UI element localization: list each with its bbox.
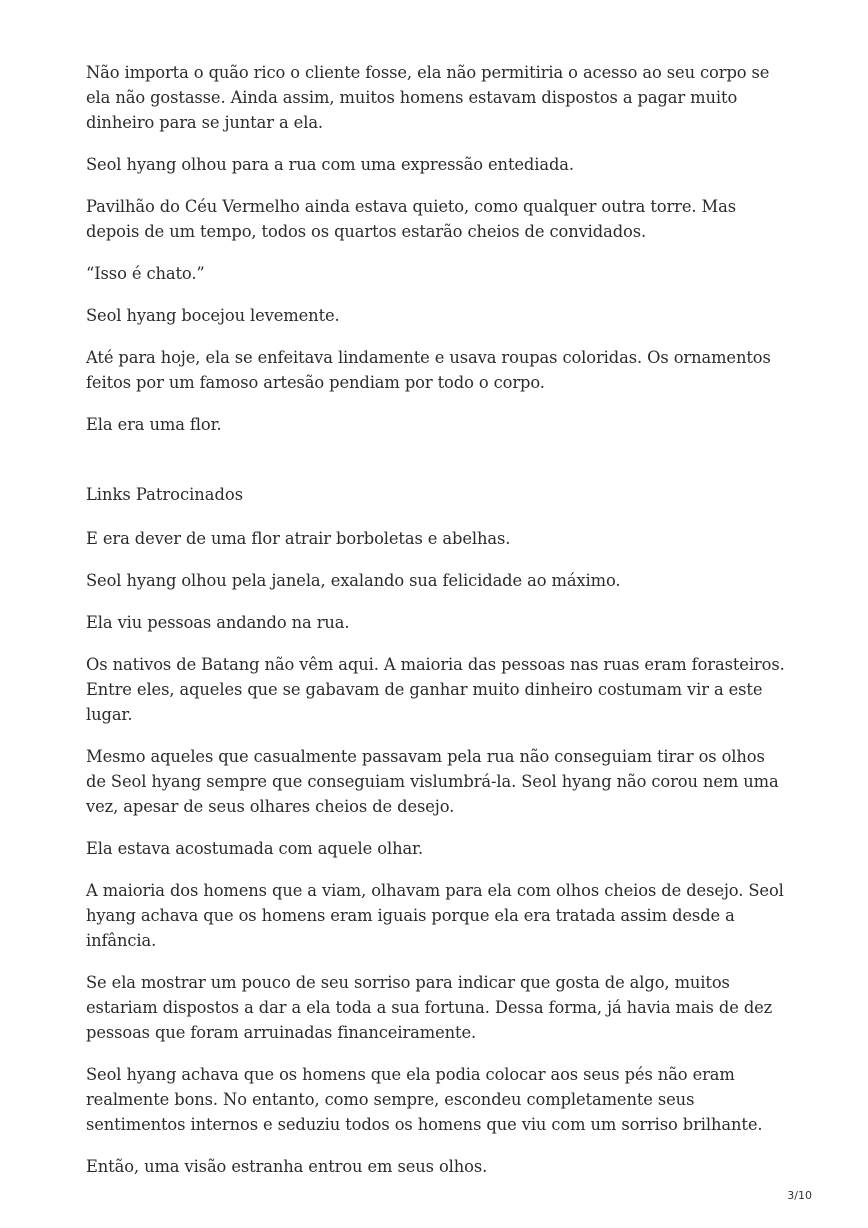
paragraph: Seol hyang olhou pela janela, exalando sua felicidade ao máximo.	[86, 571, 621, 590]
paragraph: Ela era uma flor.	[86, 415, 222, 434]
page-number: 3/10	[787, 1189, 812, 1202]
paragraph: Ela viu pessoas andando na rua.	[86, 613, 350, 632]
paragraph: “Isso é chato.”	[86, 264, 205, 283]
sponsored-links-label: Links Patrocinados	[86, 485, 244, 504]
paragraph: Até para hoje, ela se enfeitava lindamente e usava roupas coloridas. Os ornamentos feitos por um famoso artesão pendiam por todo o corpo.	[86, 348, 771, 392]
paragraph: Então, uma visão estranha entrou em seus olhos.	[86, 1157, 488, 1176]
paragraph: Seol hyang bocejou levemente.	[86, 306, 340, 325]
paragraph: Ela estava acostumada com aquele olhar.	[86, 839, 424, 858]
paragraph: Não importa o quão rico o cliente fosse, ela não permitiria o acesso ao seu corpo se ela não gostasse. Ainda assim, muitos homens estavam dispostos a pagar muito dinheiro para se juntar a ela.	[86, 63, 770, 132]
paragraph: E era dever de uma flor atrair borboletas e abelhas.	[86, 529, 511, 548]
paragraph: Os nativos de Batang não vêm aqui. A maioria das pessoas nas ruas eram forasteiros. Entre eles, aqueles que se gabavam de ganhar muito dinheiro costumam vir a este lugar.	[86, 655, 785, 724]
paragraph: Pavilhão do Céu Vermelho ainda estava quieto, como qualquer outra torre. Mas depois de um tempo, todos os quartos estarão cheios de convidados.	[86, 197, 736, 241]
document-body	[86, 60, 786, 1196]
paragraph: Se ela mostrar um pouco de seu sorriso para indicar que gosta de algo, muitos estariam dispostos a dar a ela toda a sua fortuna. Dessa forma, já havia mais de dez pessoas que foram arruinadas financeiramente.	[86, 973, 773, 1042]
paragraph: A maioria dos homens que a viam, olhavam para ela com olhos cheios de desejo. Seol hyang achava que os homens eram iguais porque ela era tratada assim desde a infância.	[86, 881, 784, 950]
paragraph: Seol hyang olhou para a rua com uma expressão entediada.	[86, 155, 574, 174]
paragraph: Seol hyang achava que os homens que ela podia colocar aos seus pés não eram realmente bons. No entanto, como sempre, escondeu completamente seus sentimentos internos e seduziu todos os homens que viu com um sorriso brilhante.	[86, 1065, 763, 1134]
paragraph: Mesmo aqueles que casualmente passavam pela rua não conseguiam tirar os olhos de Seol hyang sempre que conseguiam vislumbrá-la. Seol hyang não corou nem uma vez, apesar de seus olhares cheios de desejo.	[86, 747, 779, 816]
